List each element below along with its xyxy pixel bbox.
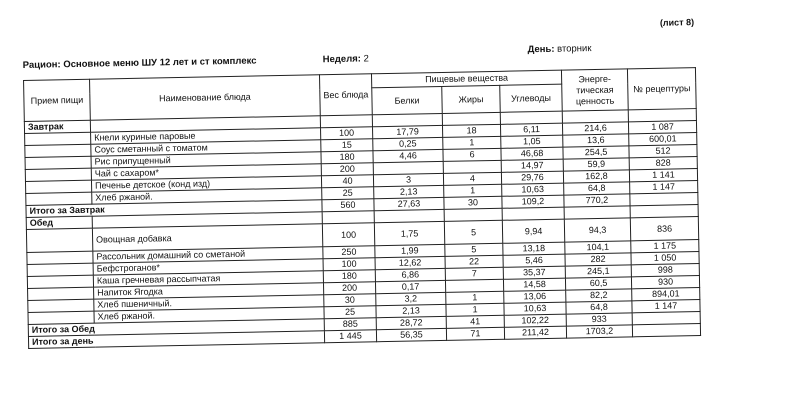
dish-name: Бефстроганов* [93, 259, 323, 275]
table-row: Овощная добавка 100 1,75 5 9,94 94,3 836 [26, 217, 698, 253]
table-row: Каша гречневая рассыпчатая 180 6,86 7 35,37 245,1 998 [27, 264, 699, 289]
week-header [323, 53, 369, 65]
table-row: Рис припущенный 180 4,46 6 46,68 254,5 512 [25, 145, 697, 170]
dish-name: Чай с сахаром* [91, 164, 321, 180]
table-row: Соус сметанный с томатом 15 0,25 1 1,05 13,6 600,01 [25, 133, 697, 158]
breakfast-total-label: Итого за Завтрак [26, 200, 322, 218]
col-energy: Энерге-тическая ценность [561, 69, 628, 111]
ration-label: Рацион: [22, 59, 61, 71]
dish-name: Хлеб ржаной. [92, 188, 322, 204]
dish-name: Хлеб пшеничный. [94, 295, 324, 311]
day-value: вторник [557, 43, 592, 55]
ration-value: Основное меню ШУ 12 лет и ст комплекс [63, 55, 257, 71]
table-row: Хлеб ржаной. 25 2,13 1 10,63 64,8 1 147 [26, 181, 698, 206]
week-label: Неделя: [322, 53, 362, 66]
col-nutrients: Пищевые вещества [371, 70, 561, 88]
dish-name: Хлеб ржаной. [94, 307, 324, 323]
dish-name: Овощная добавка [92, 224, 322, 251]
lunch-total-label: Итого за Обед [28, 319, 324, 337]
table-row: Чай с сахаром* 200 14,97 59,9 828 [25, 157, 697, 182]
day-label: День: [527, 43, 555, 56]
dish-name: Печенье детское (конд изд) [91, 176, 321, 192]
dish-name: Рис припущенный [91, 152, 321, 168]
col-carbs: Углеводы [500, 84, 563, 112]
menu-document [22, 13, 700, 356]
dish-name: Кнели куриные паровые [91, 128, 321, 144]
breakfast-total-row: Итого за Завтрак 560 27,63 30 109,2 770,2 [26, 193, 698, 218]
day-header [527, 43, 591, 55]
dish-name: Соус сметанный с томатом [91, 140, 321, 156]
menu-table [23, 67, 701, 349]
lunch-title: Обед [26, 216, 92, 229]
table-row: Бефстроганов* 100 12,62 22 5,46 282 1 050 [27, 252, 699, 277]
ration-header [23, 56, 257, 71]
week-value: 2 [363, 53, 369, 65]
col-dish: Наименование блюда [90, 75, 321, 120]
col-recipe: № рецептуры [627, 68, 696, 110]
col-weight: Вес блюда [319, 74, 372, 116]
breakfast-title: Завтрак [24, 120, 90, 133]
day-total-label: Итого за день [28, 331, 324, 349]
table-row: Рассольник домашний со сметаной 250 1,99 5 13,18 104,1 1 175 [27, 240, 699, 265]
col-meal: Прием пищи [24, 79, 91, 121]
table-row: Кнели куриные паровые 100 17,79 18 6,11 214,6 1 087 [25, 121, 697, 146]
sheet-number: (лист 8) [659, 17, 695, 28]
table-row: Хлеб ржаной. 25 2,13 1 10,63 64,8 1 147 [28, 300, 700, 325]
day-total-row: Итого за день 1 445 56,35 71 211,42 1703,2 [28, 324, 700, 349]
dish-name: Напиток Ягодка [94, 283, 324, 299]
dish-name: Каша гречневая рассыпчатая [93, 271, 323, 287]
lunch-total-row: Итого за Обед 885 28,72 41 102,22 933 [28, 312, 700, 337]
col-protein: Белки [372, 87, 443, 115]
table-row: Печенье детское (конд изд) 40 3 4 29,76 162,8 1 141 [25, 169, 697, 194]
table-row: Хлеб пшеничный. 30 3,2 1 13,06 82,2 894,01 [28, 288, 700, 313]
table-row: Напиток Ягодка 200 0,17 14,58 60,5 930 [28, 276, 700, 301]
col-fat: Жиры [442, 85, 501, 113]
dish-name: Рассольник домашний со сметаной [93, 247, 323, 263]
